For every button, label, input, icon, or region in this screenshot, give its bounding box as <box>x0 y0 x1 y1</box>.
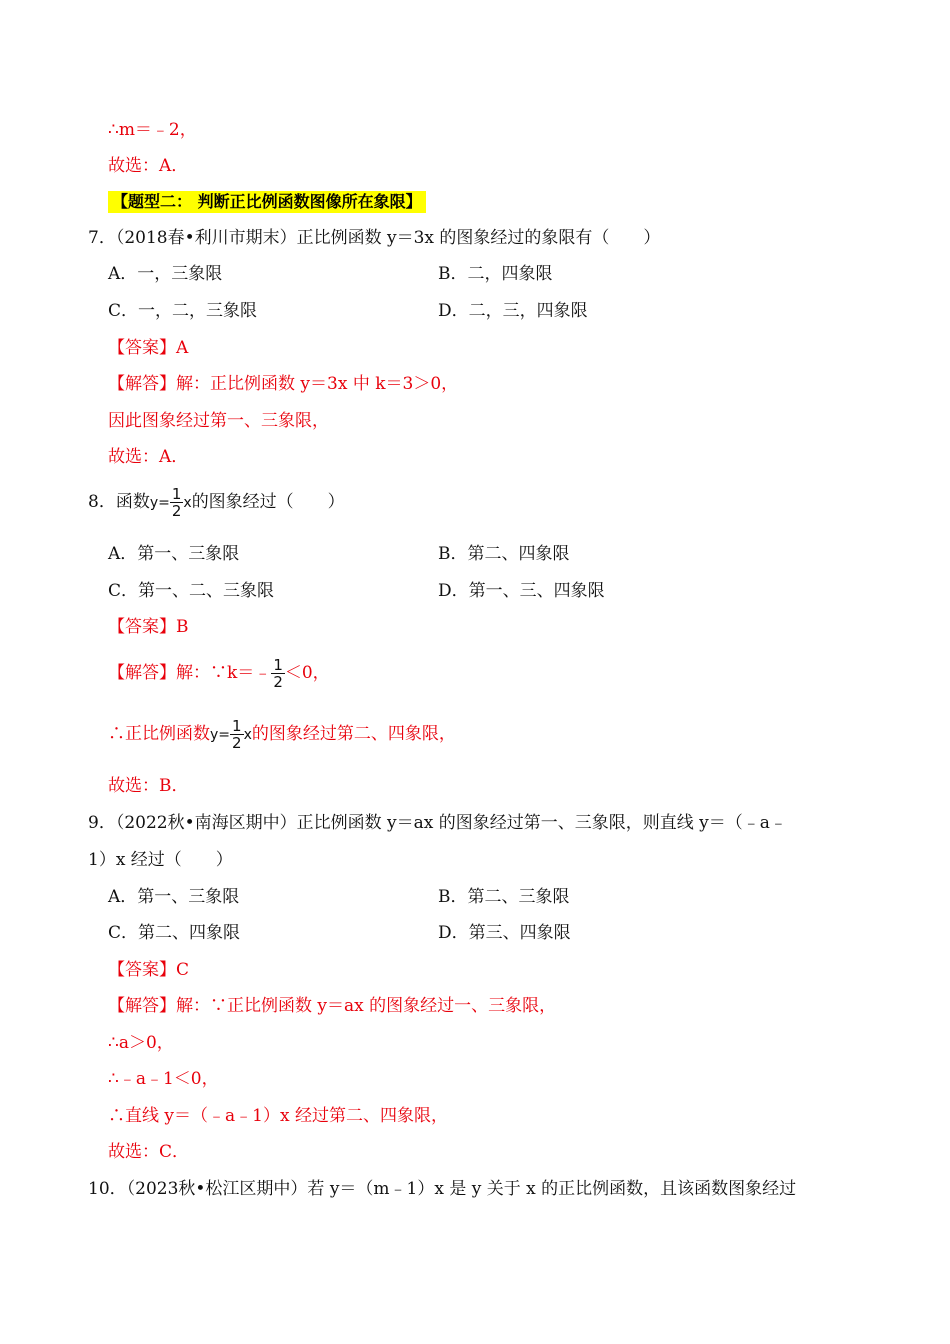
q8-option-c: C．第一、二、三象限 <box>108 581 275 601</box>
fraction <box>271 657 285 690</box>
q7-solution-line-1: 【解答】解：正比例函数 y＝3x 中 k＝3＞0， <box>108 374 459 394</box>
q9-answer: 【答案】C <box>108 960 190 980</box>
q8-solution-line-3: 故选：B． <box>108 776 189 796</box>
q9-solution-line-5: 故选：C． <box>108 1142 190 1162</box>
q9-solution-line-2: ∴a＞0， <box>108 1033 174 1053</box>
fraction-denominator: 2 <box>232 734 242 752</box>
q8-solution-prefix: 【解答】解：∵k＝﹣ <box>108 663 272 683</box>
q7-solution-line-2: 因此图象经过第一、三象限， <box>108 411 329 431</box>
q10-stem-line-1: 10．（2023秋•松江区期中）若 y＝（m﹣1）x 是 y 关于 x 的正比例函数，且该函数图象经过 <box>88 1179 797 1199</box>
formula-x-label: x <box>183 494 192 511</box>
q9-option-c: C．第二、四象限 <box>108 923 241 943</box>
q8-option-b: B．第二、四象限 <box>438 544 570 564</box>
q8-formula <box>150 484 192 522</box>
q8-stem <box>88 483 345 522</box>
q7-solution-line-3: 故选：A． <box>108 447 189 467</box>
q9-solution-line-4: ∴直线 y＝（﹣a﹣1）x 经过第二、四象限， <box>108 1106 448 1126</box>
q8-stem-prefix: 8．函数 <box>88 492 150 512</box>
q7-option-d: D．二，三，四象限 <box>438 301 588 321</box>
formula-x-label: x <box>243 726 252 743</box>
section-heading: 【题型二： 判断正比例函数图像所在象限】 <box>108 191 426 213</box>
q8-answer: 【答案】B <box>108 617 189 637</box>
q9-option-d: D．第三、四象限 <box>438 923 571 943</box>
q8-solution-2-prefix: ∴正比例函数 <box>108 724 210 744</box>
q8-solution-line-1 <box>108 654 330 692</box>
q9-stem-line-2: 1）x 经过（ ） <box>88 850 233 870</box>
q7-stem: 7．（2018春•利川市期末）正比例函数 y＝3x 的图象经过的象限有（ ） <box>88 228 661 248</box>
q9-option-b: B．第二、三象限 <box>438 887 570 907</box>
fraction-denominator: 2 <box>273 673 283 691</box>
q7-option-c: C．一，二，三象限 <box>108 301 258 321</box>
q9-solution-line-3: ∴﹣a﹣1＜0， <box>108 1069 219 1089</box>
q7-option-a: A．一，三象限 <box>108 264 223 284</box>
pre-solution-line-1: ∴m＝﹣2， <box>108 120 197 140</box>
pre-solution-line-2: 故选：A． <box>108 156 189 176</box>
q8-option-d: D．第一、三、四象限 <box>438 581 605 601</box>
fraction-numerator: 1 <box>232 717 242 735</box>
fraction-denominator: 2 <box>171 502 182 520</box>
q8-solution-line-2 <box>108 715 456 754</box>
q7-answer: 【答案】A <box>108 338 189 358</box>
q9-option-a: A．第一、三象限 <box>108 887 240 907</box>
formula-y-label: y= <box>149 494 170 511</box>
q9-solution-line-1: 【解答】解：∵正比例函数 y＝ax 的图象经过一、三象限， <box>108 996 557 1016</box>
fraction <box>170 486 184 519</box>
fraction <box>230 718 244 751</box>
fraction-numerator: 1 <box>273 656 283 674</box>
q8-stem-suffix: 的图象经过（ ） <box>191 492 345 512</box>
fraction-numerator: 1 <box>171 485 182 503</box>
q8-formula-2 <box>210 716 252 754</box>
q8-solution-2-suffix: 的图象经过第二、四象限， <box>251 724 456 744</box>
formula-y-label: y= <box>210 726 231 743</box>
q9-stem-line-1: 9．（2022秋•南海区期中）正比例函数 y＝ax 的图象经过第一、三象限，则直线 y＝（﹣a﹣ <box>88 813 787 833</box>
q8-option-a: A．第一、三象限 <box>108 544 240 564</box>
q8-solution-suffix: ＜0， <box>284 663 330 683</box>
q7-option-b: B．二，四象限 <box>438 264 553 284</box>
